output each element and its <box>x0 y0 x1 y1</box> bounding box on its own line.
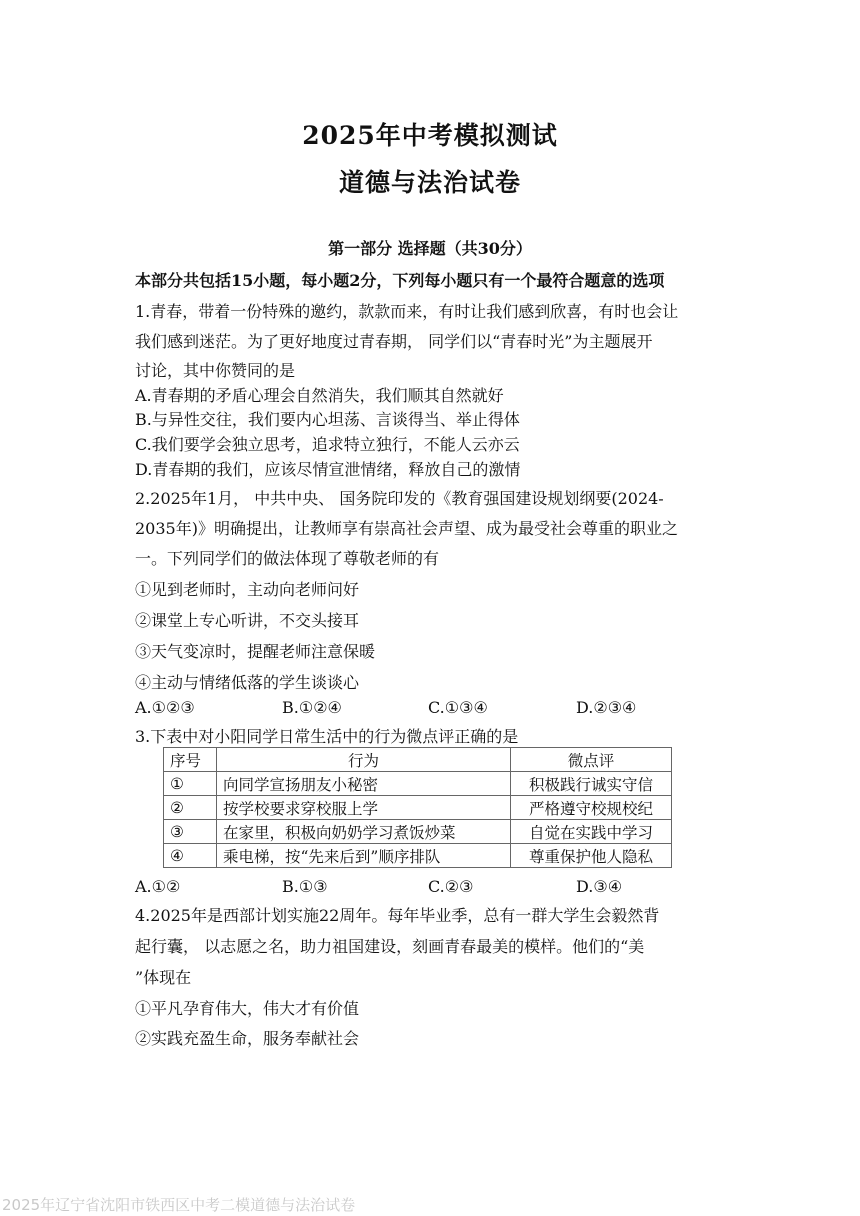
table-cell: ① <box>164 772 217 796</box>
table-header-row <box>164 748 672 772</box>
table-header: 行为 <box>217 748 511 772</box>
table-cell: 积极践行诚实守信 <box>511 772 672 796</box>
q4-stem-line-3: ”体现在 <box>135 968 192 987</box>
behavior-table <box>163 747 672 868</box>
table-cell: 乘电梯，按“先来后到”顺序排队 <box>217 844 511 868</box>
table-cell: 严格遵守校规校纪 <box>511 796 672 820</box>
q2-choice-d: D.②③④ <box>576 698 637 717</box>
q1-option-d: D.青春期的我们，应该尽情宣泄情绪，释放自己的激情 <box>135 460 521 479</box>
q3-choice-d: D.③④ <box>576 877 623 896</box>
exam-subtitle: 道德与法治试卷 <box>338 168 521 197</box>
q4-stem-line-2: 起行囊， 以志愿之名，助力祖国建设，刻画青春最美的模样。他们的“美 <box>135 937 645 956</box>
table-row <box>164 772 672 796</box>
q2-item-3: ③天气变凉时，提醒老师注意保暖 <box>135 642 376 661</box>
table-cell: 按学校要求穿校服上学 <box>217 796 511 820</box>
section-title: 第一部分 选择题（共30分） <box>328 239 532 258</box>
q2-choice-c: C.①③④ <box>428 698 488 717</box>
table-cell: 在家里，积极向奶奶学习煮饭炒菜 <box>217 820 511 844</box>
q2-stem-line-3: 一。下列同学们的做法体现了尊敬老师的有 <box>135 549 440 568</box>
q3-choice-b: B.①③ <box>282 877 328 896</box>
table-row <box>164 844 672 868</box>
q1-option-a: A.青春期的矛盾心理会自然消失，我们顺其自然就好 <box>135 386 504 405</box>
table-cell: 向同学宣扬朋友小秘密 <box>217 772 511 796</box>
q3-choice-a: A.①② <box>135 877 181 896</box>
q4-item-2: ②实践充盈生命，服务奉献社会 <box>135 1029 360 1048</box>
q2-item-2: ②课堂上专心听讲，不交头接耳 <box>135 611 360 630</box>
q3-stem: 3.下表中对小阳同学日常生活中的行为微点评正确的是 <box>135 727 519 746</box>
q4-item-1: ①平凡孕育伟大，伟大才有价值 <box>135 999 360 1018</box>
table-row <box>164 820 672 844</box>
q2-stem-line-2: 2035年)》明确提出，让教师享有崇高社会声望、成为最受社会尊重的职业之 <box>135 519 678 538</box>
q1-stem-line-3: 讨论，其中你赞同的是 <box>135 361 296 380</box>
q2-item-4: ④主动与情绪低落的学生谈谈心 <box>135 673 360 692</box>
table-cell: 自觉在实践中学习 <box>511 820 672 844</box>
section-instruction: 本部分共包括15小题，每小题2分，下列每小题只有一个最符合题意的选项 <box>135 271 665 290</box>
q2-stem-line-1: 2.2025年1月， 中共中央、 国务院印发的《教育强国建设规划纲要(2024- <box>135 489 664 508</box>
table-cell: ② <box>164 796 217 820</box>
q2-choice-b: B.①②④ <box>282 698 342 717</box>
q1-option-b: B.与异性交往，我们要内心坦荡、言谈得当、举止得体 <box>135 410 520 429</box>
table-cell: ④ <box>164 844 217 868</box>
q1-option-c: C.我们要学会独立思考，追求特立独行，不能人云亦云 <box>135 435 520 454</box>
q4-stem-line-1: 4.2025年是西部计划实施22周年。每年毕业季，总有一群大学生会毅然背 <box>135 906 660 925</box>
q2-choice-a: A.①②③ <box>135 698 195 717</box>
table-row <box>164 796 672 820</box>
q2-item-1: ①见到老师时，主动向老师问好 <box>135 580 360 599</box>
q1-stem-line-2: 我们感到迷茫。为了更好地度过青春期， 同学们以“青春时光”为主题展开 <box>135 332 653 351</box>
q1-stem-line-1: 1.青春，带着一份特殊的邀约，款款而来，有时让我们感到欣喜，有时也会让 <box>135 302 679 321</box>
table-header: 序号 <box>164 748 217 772</box>
table-cell: ③ <box>164 820 217 844</box>
footer-watermark: 2025年辽宁省沈阳市铁西区中考二模道德与法治试卷 <box>2 1196 356 1214</box>
table-cell: 尊重保护他人隐私 <box>511 844 672 868</box>
table-header: 微点评 <box>511 748 672 772</box>
q3-choice-c: C.②③ <box>428 877 474 896</box>
exam-title: 2025年中考模拟测试 <box>302 121 558 150</box>
